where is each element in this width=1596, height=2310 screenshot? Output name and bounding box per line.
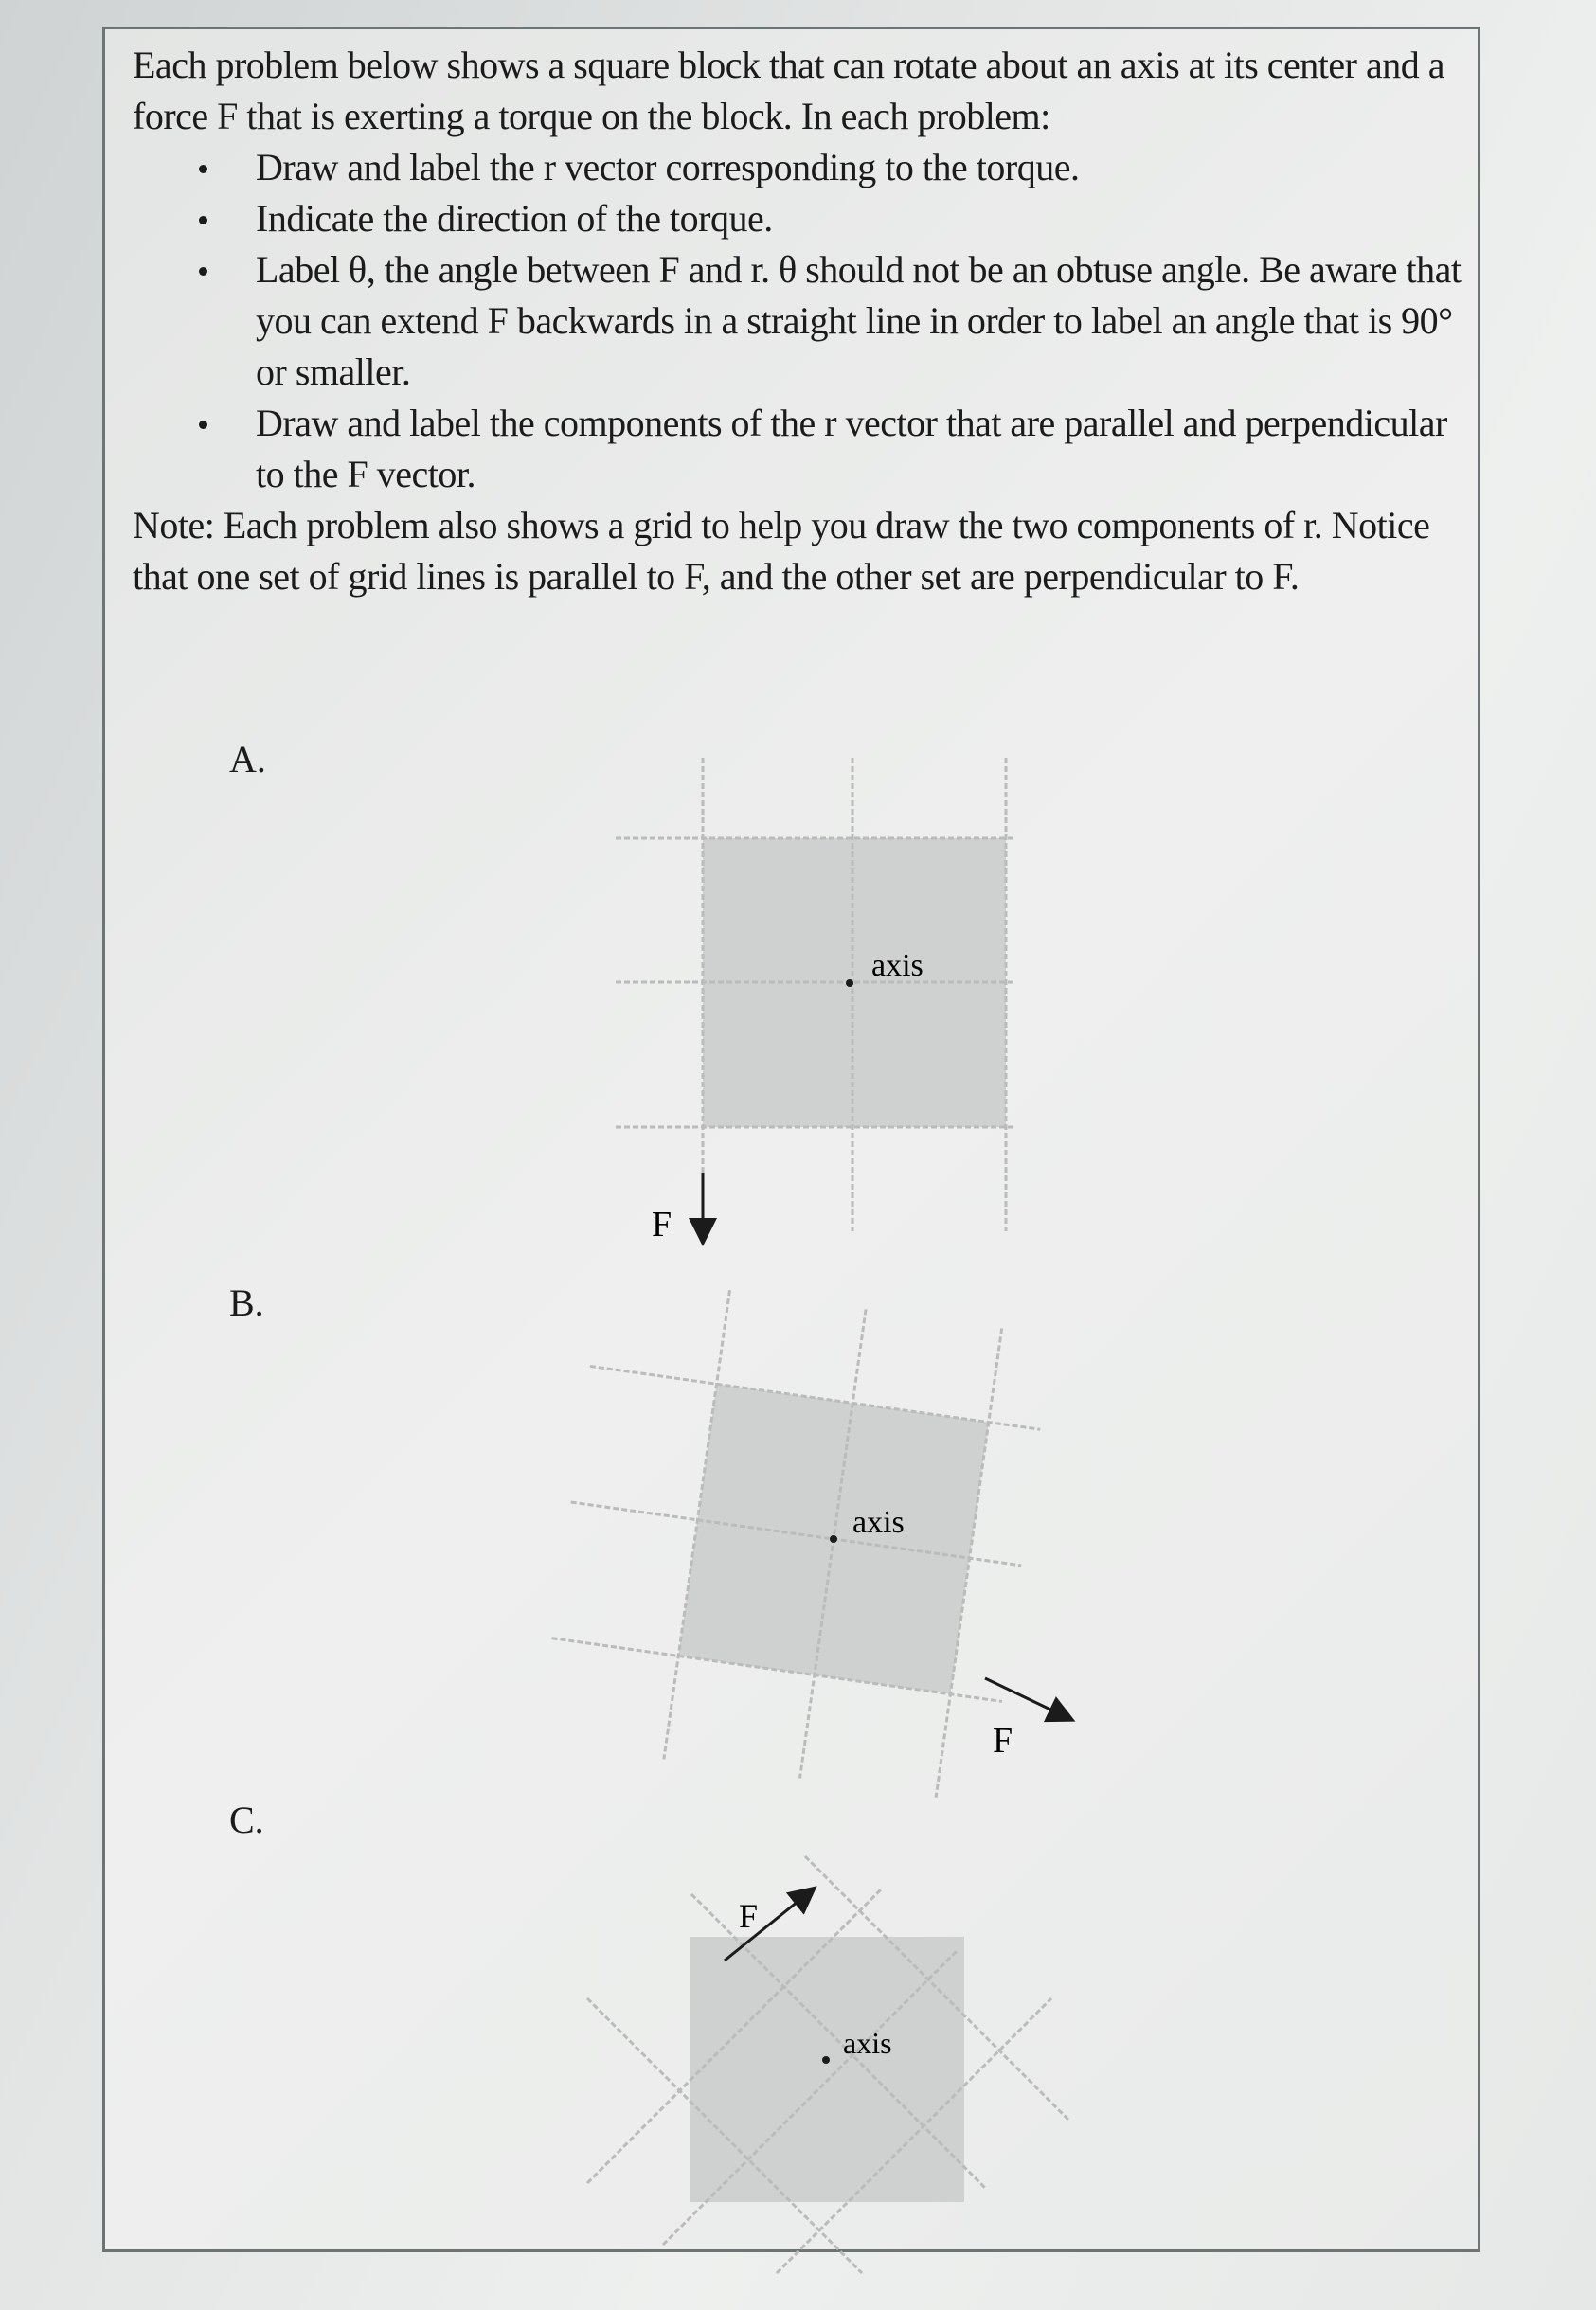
problem-c-block: [690, 1937, 964, 2202]
problem-a-force-label: F: [652, 1205, 672, 1245]
problem-c-label: C.: [229, 1799, 264, 1841]
problem-a-label: A.: [229, 738, 266, 780]
problem-b-figure: [537, 1272, 1070, 1804]
problem-b-force-label: F: [993, 1721, 1013, 1761]
intro-paragraph: Each problem below shows a square block that can rotate about an axis at its center and a force F that is exerting a torque on the block. In each problem:: [133, 44, 1444, 137]
problem-b-axis-point: [830, 1535, 837, 1543]
problem-c-figure: [587, 1856, 1070, 2273]
problem-b-label: B.: [229, 1281, 264, 1324]
problem-c-axis-point: [822, 2056, 830, 2064]
problem-a-axis-point: [846, 979, 853, 987]
problem-b-force-arrow: [985, 1678, 1070, 1719]
problem-c-axis-label: axis: [843, 2026, 892, 2060]
instruction-text: Draw and label the r vector corresponding to the torque.: [256, 146, 1080, 188]
problem-a-axis-label: axis: [871, 948, 924, 983]
problem-c-force-label: F: [739, 1897, 759, 1935]
problem-a-figure: [616, 758, 1013, 1245]
instruction-text: Draw and label the components of the r vector that are parallel and perpendicular to the F vector.: [256, 402, 1447, 495]
instruction-text: Label θ, the angle between F and r. θ should not be an obtuse angle. Be aware that you can extend F backwards in a straight line in order to label an angle that is 90° or smaller.: [256, 248, 1462, 393]
problem-b-axis-label: axis: [852, 1505, 905, 1540]
instruction-text: Indicate the direction of the torque.: [256, 197, 773, 240]
grid-note: Note: Each problem also shows a grid to help you draw the two components of r. Notice that one set of grid lines is parallel to F, and the other set are perpendicular to F.: [133, 504, 1430, 598]
